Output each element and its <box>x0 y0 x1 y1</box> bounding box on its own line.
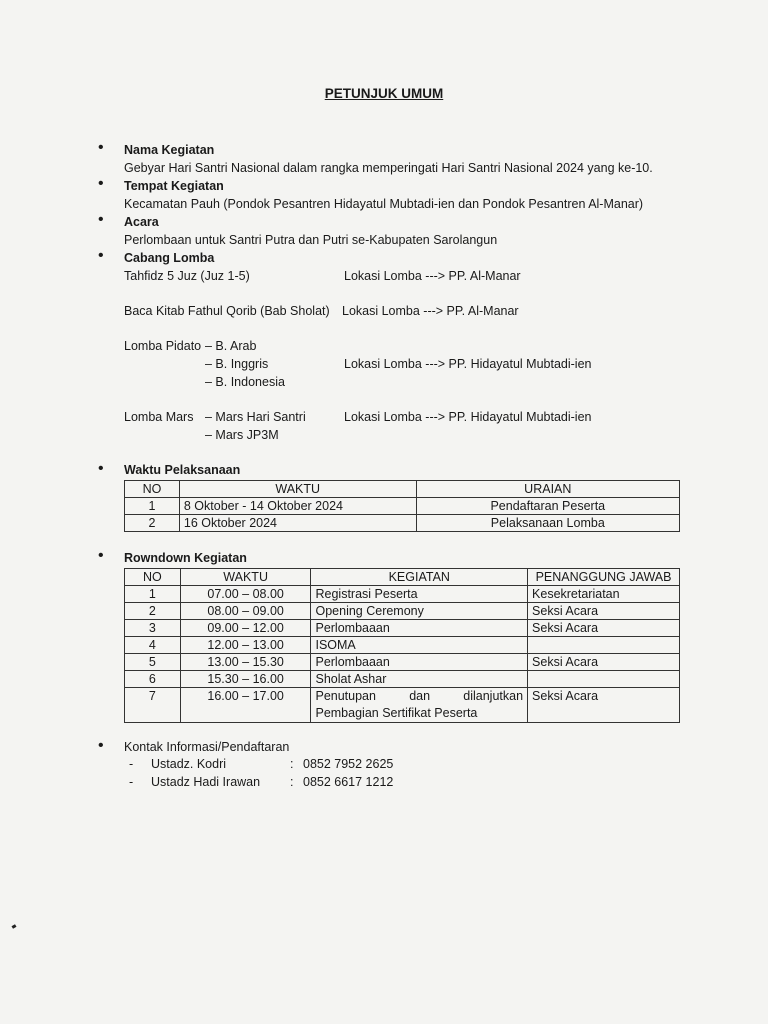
rundown-table <box>124 568 680 723</box>
kontak-label: Kontak Informasi/Pendaftaran <box>124 740 290 754</box>
table-header-row <box>125 481 680 498</box>
nama-kegiatan-label: Nama Kegiatan <box>124 143 215 157</box>
table-cell: Opening Ceremony <box>311 603 528 620</box>
table-cell: 16.00 – 17.00 <box>180 688 311 723</box>
table-cell <box>528 637 680 654</box>
table-cell: 13.00 – 15.30 <box>180 654 311 671</box>
tempat-kegiatan-label: Tempat Kegiatan <box>124 179 224 193</box>
table-header: NO <box>125 481 180 498</box>
kegiatan-line-2: Pembagian Sertifikat Peserta <box>315 706 478 720</box>
table-cell: 1 <box>125 586 181 603</box>
table-cell: 16 Oktober 2024 <box>179 515 416 532</box>
contact-name: Ustadz. Kodri <box>151 757 227 771</box>
scan-speck <box>12 924 17 929</box>
page-title: PETUNJUK UMUM <box>324 86 444 101</box>
table-cell: Seksi Acara <box>528 603 680 620</box>
lomba-sub: – B. Indonesia <box>205 375 285 389</box>
bullet-icon <box>98 250 106 258</box>
bullet-icon <box>98 550 106 558</box>
table-cell: 09.00 – 12.00 <box>180 620 311 637</box>
lomba-location: Lokasi Lomba ---> PP. Hidayatul Mubtadi-ien <box>344 410 592 424</box>
lomba-location: Lokasi Lomba ---> PP. Al-Manar <box>344 269 521 283</box>
table-cell: Pelaksanaan Lomba <box>416 515 679 532</box>
table-cell: ISOMA <box>311 637 528 654</box>
table-cell: Seksi Acara <box>528 688 680 723</box>
table-cell: 6 <box>125 671 181 688</box>
table-cell-kegiatan <box>311 688 528 723</box>
contact-separator: : <box>290 775 294 789</box>
table-header: URAIAN <box>416 481 679 498</box>
kegiatan-word: Penutupan <box>315 689 376 703</box>
tempat-kegiatan-text: Kecamatan Pauh (Pondok Pesantren Hidayatul Mubtadi-ien dan Pondok Pesantren Al-Manar) <box>124 197 644 211</box>
kegiatan-word: dilanjutkan <box>463 689 524 703</box>
table-cell: 8 Oktober - 14 Oktober 2024 <box>179 498 416 515</box>
table-header: PENANGGUNG JAWAB <box>528 569 680 586</box>
table-row <box>125 671 680 688</box>
kegiatan-line-1 <box>315 688 523 705</box>
table-cell: 2 <box>125 515 180 532</box>
table-row <box>125 515 680 532</box>
lomba-name: Lomba Mars <box>124 410 194 424</box>
table-header: WAKTU <box>179 481 416 498</box>
table-row <box>125 586 680 603</box>
bullet-icon <box>98 142 106 150</box>
lomba-sub: – B. Arab <box>205 339 257 353</box>
table-cell: 08.00 – 09.00 <box>180 603 311 620</box>
table-cell: 4 <box>125 637 181 654</box>
acara-text: Perlombaan untuk Santri Putra dan Putri se-Kabupaten Sarolangun <box>124 233 498 247</box>
table-row <box>125 654 680 671</box>
table-row <box>125 637 680 654</box>
table-cell: Seksi Acara <box>528 620 680 637</box>
table-row <box>125 620 680 637</box>
table-header: KEGIATAN <box>311 569 528 586</box>
table-cell: Registrasi Peserta <box>311 586 528 603</box>
table-cell: Seksi Acara <box>528 654 680 671</box>
lomba-sub: – Mars Hari Santri <box>205 410 306 424</box>
contact-separator: : <box>290 757 294 771</box>
cabang-lomba-label: Cabang Lomba <box>124 251 215 265</box>
rundown-label: Rowndown Kegiatan <box>124 551 247 565</box>
table-cell: 3 <box>125 620 181 637</box>
bullet-icon <box>98 463 106 471</box>
bullet-icon <box>98 178 106 186</box>
table-cell: Perlombaaan <box>311 620 528 637</box>
table-cell: Sholat Ashar <box>311 671 528 688</box>
table-cell <box>528 671 680 688</box>
acara-label: Acara <box>124 215 159 229</box>
table-cell: 07.00 – 08.00 <box>180 586 311 603</box>
lomba-name: Baca Kitab Fathul Qorib (Bab Sholat) <box>124 304 330 318</box>
lomba-sub: – B. Inggris <box>205 357 269 371</box>
table-cell: Pendaftaran Peserta <box>416 498 679 515</box>
bullet-icon <box>98 214 106 222</box>
table-cell: Perlombaaan <box>311 654 528 671</box>
table-cell: 15.30 – 16.00 <box>180 671 311 688</box>
table-row <box>125 498 680 515</box>
table-row <box>125 688 680 723</box>
lomba-location: Lokasi Lomba ---> PP. Al-Manar <box>342 304 519 318</box>
table-cell: 5 <box>125 654 181 671</box>
lomba-sub: – Mars JP3M <box>205 428 279 442</box>
table-cell: 7 <box>125 688 181 723</box>
contact-dash: - <box>129 757 134 771</box>
table-header: NO <box>125 569 181 586</box>
table-header: WAKTU <box>180 569 311 586</box>
contact-dash: - <box>129 775 134 789</box>
table-cell: Kesekretariatan <box>528 586 680 603</box>
lomba-name: Lomba Pidato <box>124 339 202 353</box>
contact-phone: 0852 7952 2625 <box>303 757 394 771</box>
bullet-icon <box>98 740 106 748</box>
waktu-table <box>124 480 680 532</box>
waktu-pelaksanaan-label: Waktu Pelaksanaan <box>124 463 241 477</box>
table-row <box>125 603 680 620</box>
table-cell: 1 <box>125 498 180 515</box>
table-cell: 12.00 – 13.00 <box>180 637 311 654</box>
contact-phone: 0852 6617 1212 <box>303 775 394 789</box>
contact-name: Ustadz Hadi Irawan <box>151 775 261 789</box>
kegiatan-word: dan <box>409 689 431 703</box>
table-header-row <box>125 569 680 586</box>
nama-kegiatan-text: Gebyar Hari Santri Nasional dalam rangka memperingati Hari Santri Nasional 2024 yang ke-10. <box>124 161 653 175</box>
lomba-name: Tahfidz 5 Juz (Juz 1-5) <box>124 269 250 283</box>
lomba-location: Lokasi Lomba ---> PP. Hidayatul Mubtadi-ien <box>344 357 592 371</box>
table-cell: 2 <box>125 603 181 620</box>
